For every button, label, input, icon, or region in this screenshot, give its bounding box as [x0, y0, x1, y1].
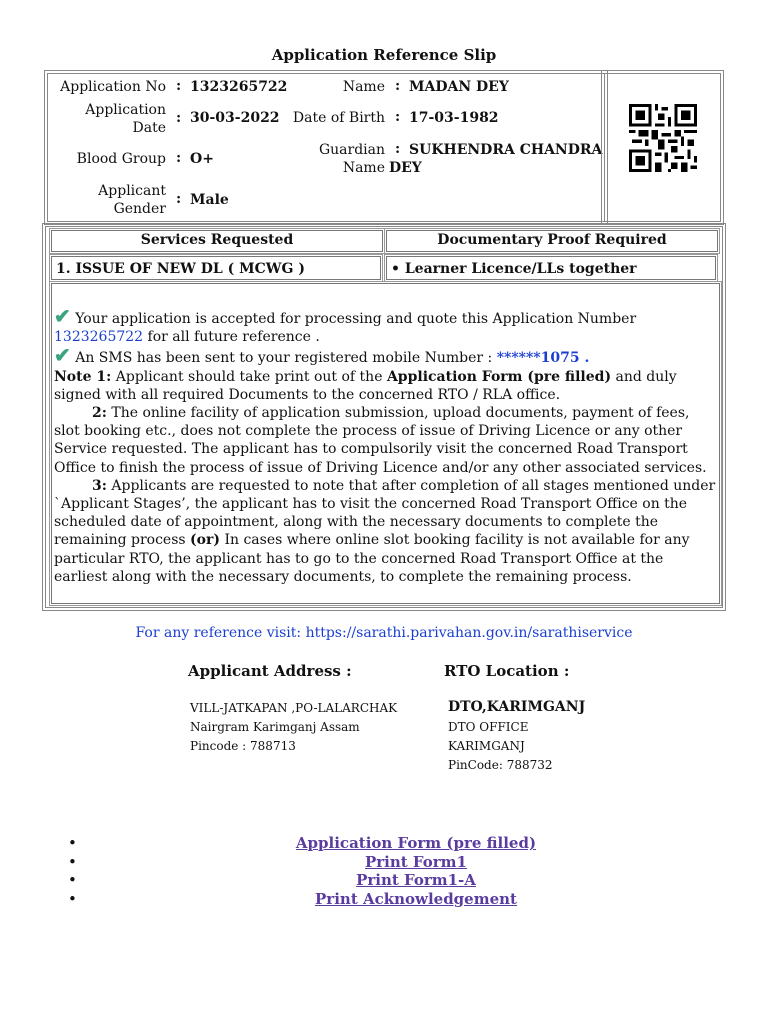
gender-label-1: Applicant [98, 183, 166, 199]
print-form1a-link[interactable]: Print Form1-A [356, 871, 476, 889]
rto-line-2: KARIMGANJ [448, 739, 525, 753]
rto-line-1: DTO OFFICE [448, 720, 529, 734]
dob-value: 17-03-1982 [409, 110, 499, 126]
print-links-list [60, 834, 766, 908]
colon: : [395, 141, 401, 157]
guardian-label-2: Name [342, 160, 385, 176]
print-acknowledgement-link[interactable]: Print Acknowledgement [315, 889, 517, 908]
colon: : [176, 78, 182, 94]
note1-label: Note 1: [54, 368, 112, 385]
blood-group-label: Blood Group [76, 151, 166, 167]
sms-mobile-number: ******1075 . [496, 350, 590, 367]
reference-link-text: For any reference visit: https://sarathi.parivahan.gov.in/sarathiservice [135, 625, 633, 641]
name-label: Name [342, 79, 385, 95]
dob-label: Date of Birth [292, 110, 385, 126]
print-form1-link[interactable]: Print Form1 [365, 852, 467, 871]
guardian-label-1: Guardian [318, 142, 385, 158]
colon: : [176, 150, 182, 166]
colon: : [395, 109, 401, 125]
application-form-link[interactable]: Application Form (pre filled) [295, 834, 537, 852]
proof-item: • Learner Licence/LLs together [386, 256, 716, 280]
list-item [66, 871, 766, 890]
address-line-3: Pincode : 788713 [190, 739, 296, 753]
notes-text [54, 304, 718, 586]
qr-code-icon [629, 104, 697, 172]
note2-text: The online facility of application submission, upload documents, payment of fees, slot booking etc., does not complete the process of issue of Driving Licence or any other Service requested. The applicant has to compulsorily visit the concerned Road Transport Office to finish the process of issue of Driving Licence and/or any other associated services. [54, 405, 707, 476]
list-item [66, 890, 766, 909]
note1-bold: Application Form (pre filled) [386, 368, 612, 385]
application-date-value: 30-03-2022 [190, 110, 280, 126]
list-item [66, 834, 766, 853]
note3-label: 3: [92, 477, 107, 494]
accepted-text: Your application is accepted for processing and quote this Application Number [70, 311, 637, 327]
notes-box [51, 283, 720, 604]
applicant-details-box [47, 73, 605, 222]
blood-group-value: O+ [190, 151, 214, 167]
application-no-value: 1323265722 [190, 79, 288, 95]
rto-line-3: PinCode: 788732 [448, 758, 553, 772]
service-item: 1. ISSUE OF NEW DL ( MCWG ) [51, 256, 381, 280]
colon: : [395, 78, 401, 94]
address-line-1: VILL-JATKAPAN ,PO-LALARCHAK [190, 701, 398, 715]
address-line-2: Nairgram Karimganj Assam [190, 720, 360, 734]
check-icon: ✔ [54, 343, 71, 368]
check-icon: ✔ [54, 304, 71, 328]
applicant-address-heading: Applicant Address : [188, 662, 352, 680]
list-item [66, 853, 766, 872]
qr-code-box [604, 73, 721, 222]
rto-name: DTO,KARIMGANJ [448, 699, 586, 715]
note3-post: In cases where online slot booking facility is not available for any particular RTO, the applicant has to go to the concerned Road Transport Office at the earliest along with the necessary documents, to complete the remaining process. [54, 532, 690, 585]
note2-label: 2: [92, 405, 107, 422]
application-no-label: Application No [60, 79, 166, 95]
application-date-label-1: Application [85, 102, 166, 118]
colon: : [176, 110, 182, 126]
page-title: Application Reference Slip [271, 46, 497, 64]
guardian-value-2: DEY [389, 160, 422, 176]
note3-pre: Applicants are requested to note that after completion of all stages mentioned under `Applicant Stages’, the applicant has to visit the concerned Road Transport Office on the scheduled date of appointment, along with the necessary documents to complete the remaining process [54, 477, 716, 549]
name-value: MADAN DEY [409, 79, 509, 95]
accepted-app-number: 1323265722 [54, 329, 144, 346]
documentary-proof-header: Documentary Proof Required [386, 230, 718, 252]
guardian-value-1: SUKHENDRA CHANDRA [409, 142, 603, 158]
sms-text: An SMS has been sent to your registered mobile Number : [70, 350, 497, 367]
application-date-label-2: Date [132, 120, 166, 136]
services-requested-header: Services Requested [51, 230, 383, 252]
note3-bold: (or) [190, 532, 220, 549]
note1-pre: Applicant should take print out of the [111, 368, 387, 385]
note1-post: and duly signed with all required Documents to the concerned RTO / RLA office. [54, 368, 677, 403]
rto-location-heading: RTO Location : [444, 662, 570, 680]
gender-label-2: Gender [113, 201, 166, 217]
colon: : [176, 191, 182, 207]
accepted-tail: for all future reference . [143, 329, 320, 346]
gender-value: Male [190, 192, 229, 208]
